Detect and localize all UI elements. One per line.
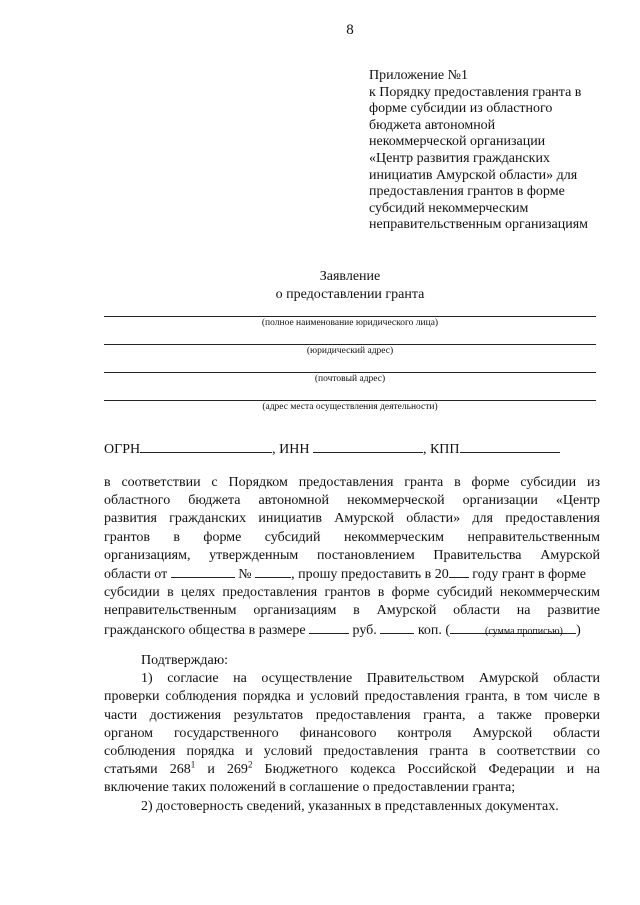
appendix-line: предоставления грантов в форме [369, 184, 565, 200]
sum-caption: (сумма прописью) [485, 626, 563, 637]
body-line: в соответствии с Порядком предоставления гранта в форме субсидии из [104, 475, 600, 490]
legal-address-caption: (юридический адрес) [306, 346, 394, 356]
body-line: субсидии в целях предоставления грантов в форме субсидий некоммерческим [104, 585, 600, 601]
postal-address-caption: (почтовый адрес) [314, 374, 386, 384]
date-blank[interactable] [171, 565, 235, 578]
activity-address-line[interactable] [104, 400, 596, 401]
body-line: неправительственным организациям в Амурской области на развитие [104, 603, 600, 619]
body-line: грантов в форме субсидий некоммерческим неправительственным [104, 529, 600, 545]
appendix-block [369, 68, 619, 234]
ogrn-blank[interactable] [140, 440, 272, 453]
year-label: , прошу предоставить в 20 [291, 567, 449, 583]
form-title [0, 268, 640, 304]
number-blank[interactable] [255, 565, 291, 578]
grant-label: году грант в форме [472, 567, 587, 583]
activity-address-caption: (адрес места осуществления деятельности) [262, 402, 438, 412]
kpp-label: , КПП [422, 442, 460, 457]
appendix-line: субсидий некоммерческим [369, 200, 529, 216]
rub-label: руб. [352, 622, 377, 638]
confirm-section [104, 652, 600, 816]
form-title-line2: о предоставлении гранта [275, 287, 425, 302]
confirm-line-sup [104, 761, 600, 779]
inn-blank[interactable] [313, 440, 423, 453]
appendix-line: инициатив Амурской области» для [369, 167, 578, 183]
appendix-line: Приложение №1 [369, 68, 468, 83]
kop-label: коп. ( [417, 622, 451, 638]
appendix-line: бюджета автономной [369, 117, 496, 133]
postal-address-line[interactable] [104, 372, 596, 373]
kpp-blank[interactable] [460, 440, 560, 453]
appendix-line: некоммерческой организации [369, 134, 546, 150]
postal-address-field[interactable] [104, 372, 596, 384]
sum-label: гражданского общества в размере [104, 622, 306, 638]
body-line: развития гражданских инициатив Амурской области» для предоставления [104, 511, 600, 527]
close-paren: ) [576, 622, 581, 638]
appendix-line: к Порядку предоставления гранта в [369, 84, 582, 100]
legal-address-line[interactable] [104, 344, 596, 345]
body-line: организациям, утвержденным постановлением Правительства Амурской [104, 547, 600, 563]
sup-2: 2 [247, 761, 253, 770]
sup-1: 1 [190, 761, 196, 770]
full-name-line[interactable] [104, 316, 596, 317]
page-number: 8 [346, 22, 354, 38]
ogrn-label: ОГРН [104, 442, 141, 457]
year-blank[interactable] [449, 565, 469, 578]
appendix-line: форме субсидии из областного [369, 101, 553, 117]
confirm-heading: Подтверждаю: [141, 653, 229, 668]
form-title-line1: Заявление [319, 269, 381, 284]
full-name-caption: (полное наименование юридического лица) [261, 318, 439, 328]
legal-address-field[interactable] [104, 344, 596, 356]
confirm-line: соблюдения порядка и условий предоставления гранта в соответствии со [104, 744, 600, 760]
confirm-line: органом государственного финансового контроля Амурской области [104, 725, 600, 741]
number-label: № [238, 567, 252, 583]
confirm-line: части достижения результатов предоставления гранта, а также проверки [104, 707, 600, 723]
kop-blank[interactable] [380, 621, 414, 634]
confirm-line: включение таких положений в соглашение о предоставлении гранта; [104, 780, 516, 796]
appendix-line: «Центр развития гражданских [369, 150, 550, 166]
ids-row [104, 440, 600, 458]
body-line-date [104, 565, 600, 584]
body-line: областного бюджета автономной некоммерческой организации «Центр [104, 493, 600, 509]
articles-text: статьями 268 [104, 762, 191, 778]
activity-address-field[interactable] [104, 400, 596, 412]
application-body [104, 474, 600, 640]
articles-text-2: и 269 [195, 762, 248, 778]
rub-blank[interactable] [309, 621, 349, 634]
date-label: области от [104, 567, 168, 583]
articles-text-3: Бюджетного кодекса Российской Федерации и на [252, 762, 600, 778]
confirm-line: 2) достоверность сведений, указанных в представленных документах. [141, 798, 559, 814]
confirm-line: проверки соблюдения порядка и условий предоставления гранта, в том числе в [104, 689, 600, 705]
confirm-line: 1) согласие на осуществление Правительством Амурской области [141, 671, 600, 687]
full-name-field[interactable] [104, 316, 596, 328]
inn-label: , ИНН [272, 442, 310, 457]
appendix-line: неправительственным организациям [369, 217, 589, 233]
